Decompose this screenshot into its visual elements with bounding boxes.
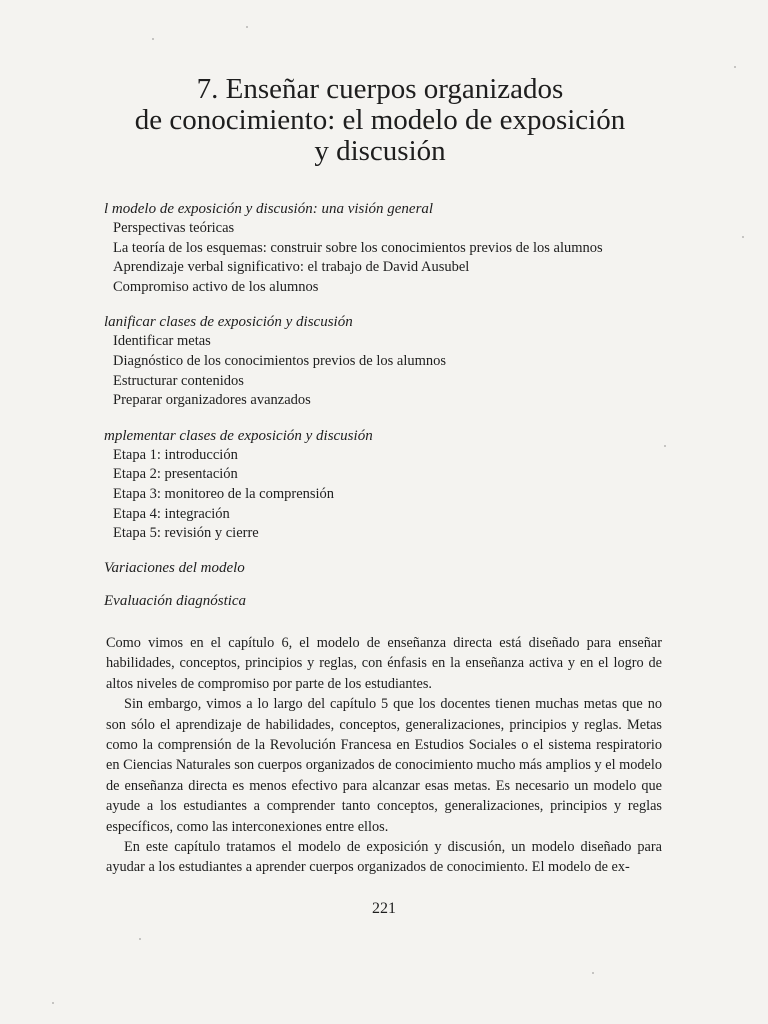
scan-speck [152, 38, 154, 40]
outline-item: Etapa 5: revisión y cierre [113, 525, 259, 542]
outline-section-heading: Variaciones del modelo [104, 559, 245, 576]
chapter-title [110, 74, 650, 167]
outline-section-heading: l modelo de exposición y discusión: una visión general [104, 201, 434, 217]
outline-item: Preparar organizadores avanzados [113, 392, 311, 409]
outline-section-heading: lanificar clases de exposición y discusión [104, 314, 353, 331]
chapter-title-line-2: de conocimiento: el modelo de exposición [134, 104, 626, 136]
outline-item: Etapa 1: introducción [113, 446, 238, 463]
outline-section-implementing [104, 426, 664, 544]
scan-speck [734, 66, 736, 68]
scan-speck [664, 445, 666, 447]
scan-speck [246, 26, 248, 28]
outline-section-overview [104, 199, 664, 297]
outline-item: Etapa 2: presentación [113, 466, 238, 483]
outline-item: La teoría de los esquemas: construir sobre los conocimientos previos de los alumnos [113, 239, 603, 256]
outline-item: Etapa 3: monitoreo de la comprensión [113, 485, 335, 502]
chapter-title-line-1: 7. Enseñar cuerpos organizados [196, 73, 564, 105]
outline-section-heading: Evaluación diagnóstica [104, 592, 247, 609]
scan-speck [592, 972, 594, 974]
outline-item: Diagnóstico de los conocimientos previos de los alumnos [113, 352, 447, 369]
body-paragraph: En este capítulo tratamos el modelo de exposición y discusión, un modelo diseñado para ayudar a los estudiantes a aprender cuerpos organizados de conocimiento. El modelo de ex- [106, 839, 662, 876]
outline-item: Estructurar contenidos [113, 372, 244, 389]
scan-speck [139, 938, 141, 940]
outline-item: Identificar metas [113, 333, 211, 350]
chapter-title-line-3: y discusión [314, 135, 446, 167]
outline-section-assessment [104, 591, 664, 611]
outline-item: Etapa 4: integración [113, 505, 230, 522]
body-paragraph: Sin embargo, vimos a lo largo del capítulo 5 que los docentes tienen muchas metas que no son sólo el aprendizaje de habilidades, conceptos, generalizaciones, principios y reglas. Metas como la comprensión de la Revolución Francesa en Estudios Sociales o el sistema respiratorio en Ciencias Naturales son cuerpos organizados de conocimiento mucho más amplios y el modelo de enseñanza directa es menos efectivo para alcanzar esas metas. Es necesario un modelo que ayude a los estudiantes a comprender tanto conceptos, generalizaciones, principios y reglas específicos, como las interconexiones entre ellos. [106, 696, 662, 835]
outline-item: Compromiso activo de los alumnos [113, 278, 319, 295]
page-number: 221 [372, 900, 396, 917]
outline-section-planning [104, 312, 664, 410]
chapter-body [106, 633, 662, 878]
scan-speck [742, 236, 744, 238]
body-paragraph: Como vimos en el capítulo 6, el modelo de enseñanza directa está diseñado para enseñar habilidades, conceptos, principios y reglas, con énfasis en la enseñanza activa y en el logro de altos niveles de compromiso por parte de los estudiantes. [106, 635, 662, 692]
chapter-outline [104, 199, 664, 611]
outline-section-variations [104, 558, 664, 578]
outline-section-heading: mplementar clases de exposición y discusión [104, 427, 373, 444]
outline-item: Aprendizaje verbal significativo: el trabajo de David Ausubel [113, 259, 470, 276]
outline-item: Perspectivas teóricas [113, 220, 235, 236]
scan-speck [52, 1002, 54, 1004]
